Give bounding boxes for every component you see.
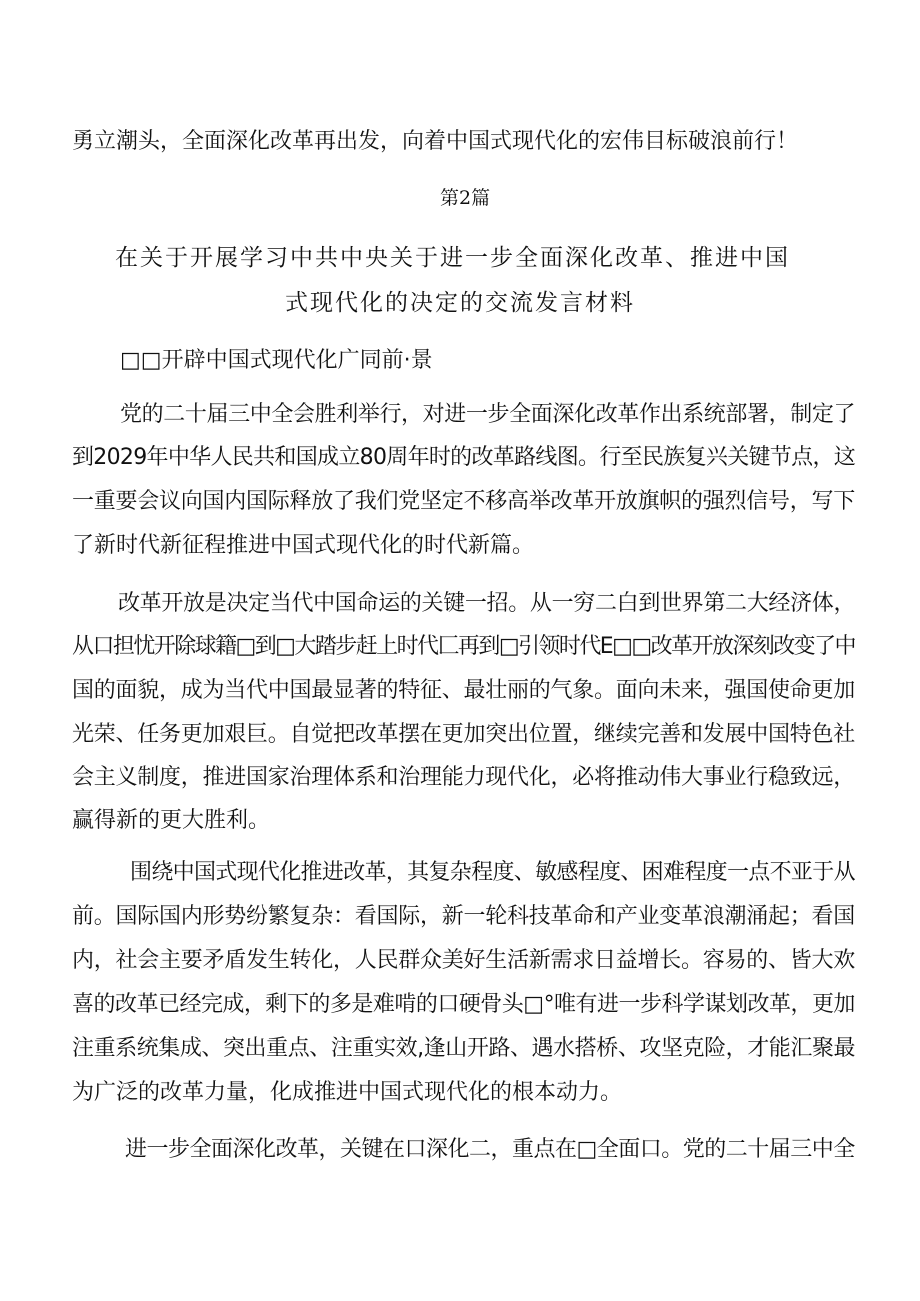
text-line: 光荣、任务更加艰巨。自觉把改革摆在更加突出位置，继续完善和发展中国特色社	[72, 722, 856, 747]
chapter-heading: 第2篇	[440, 187, 491, 209]
text-line: 国的面貌，成为当代中国最显著的特征、最壮丽的气象。面向未来，强国使命更加	[72, 678, 856, 703]
document-title-line-2: 式现代化的决定的交流发言材料	[285, 290, 635, 316]
text-line: 围绕中国式现代化推进改革，其复杂程度、敏感程度、困难程度一点不亚于从	[130, 860, 855, 885]
text-line: 从口担忧开除球籍□到□大踏步赶上时代匚再到□引领时代E□□改革开放深刻改变了中	[72, 634, 855, 659]
text-line: 赢得新的更大胜利。	[72, 808, 271, 833]
text-line: 勇立潮头，全面深化改革再出发，向着中国式现代化的宏伟目标破浪前行！	[72, 129, 799, 154]
document-title-line-1: 在关于开展学习中共中央关于进一步全面深化改革、推进中国	[115, 245, 790, 271]
text-line: 前。国际国内形势纷繁复杂：看国际，新一轮科技革命和产业变革浪潮涌起；看国	[72, 904, 856, 929]
section-heading: □□开辟中国式现代化广同前·景	[120, 348, 433, 373]
text-line: 内，社会主要矛盾发生转化，人民群众美好生活新需求日益增长。容易的、皆大欢	[72, 948, 856, 973]
text-line: 为广泛的改革力量，化成推进中国式现代化的根本动力。	[72, 1080, 623, 1105]
text-line: 喜的改革已经完成，剩下的多是难啃的口硬骨头□°唯有进一步科学谋划改革，更加	[72, 992, 855, 1017]
text-line: 党的二十届三中全会胜利举行，对进一步全面深化改革作出系统部署，制定了	[120, 402, 856, 427]
text-line: 了新时代新征程推进中国式现代化的时代新篇。	[72, 533, 535, 558]
text-line: 到2029年中华人民共和国成立80周年时的改革路线图。行至民族复兴关键节点，这	[72, 445, 856, 470]
text-line: 注重系统集成、突出重点、注重实效,逢山开路、遇水搭桥、攻坚克险，才能汇聚最	[72, 1036, 856, 1061]
text-line: 进一步全面深化改革，关键在口深化二，重点在□全面口。党的二十届三中全	[125, 1137, 855, 1162]
text-line: 一重要会议向国内国际释放了我们党坚定不移高举改革开放旗帜的强烈信号，写下	[72, 489, 856, 514]
text-line: 会主义制度，推进国家治理体系和治理能力现代化，必将推动伟大事业行稳致远，	[72, 765, 856, 790]
text-line: 改革开放是决定当代中国命运的关键一招。从一穷二白到世界第二大经济体，	[118, 591, 856, 616]
